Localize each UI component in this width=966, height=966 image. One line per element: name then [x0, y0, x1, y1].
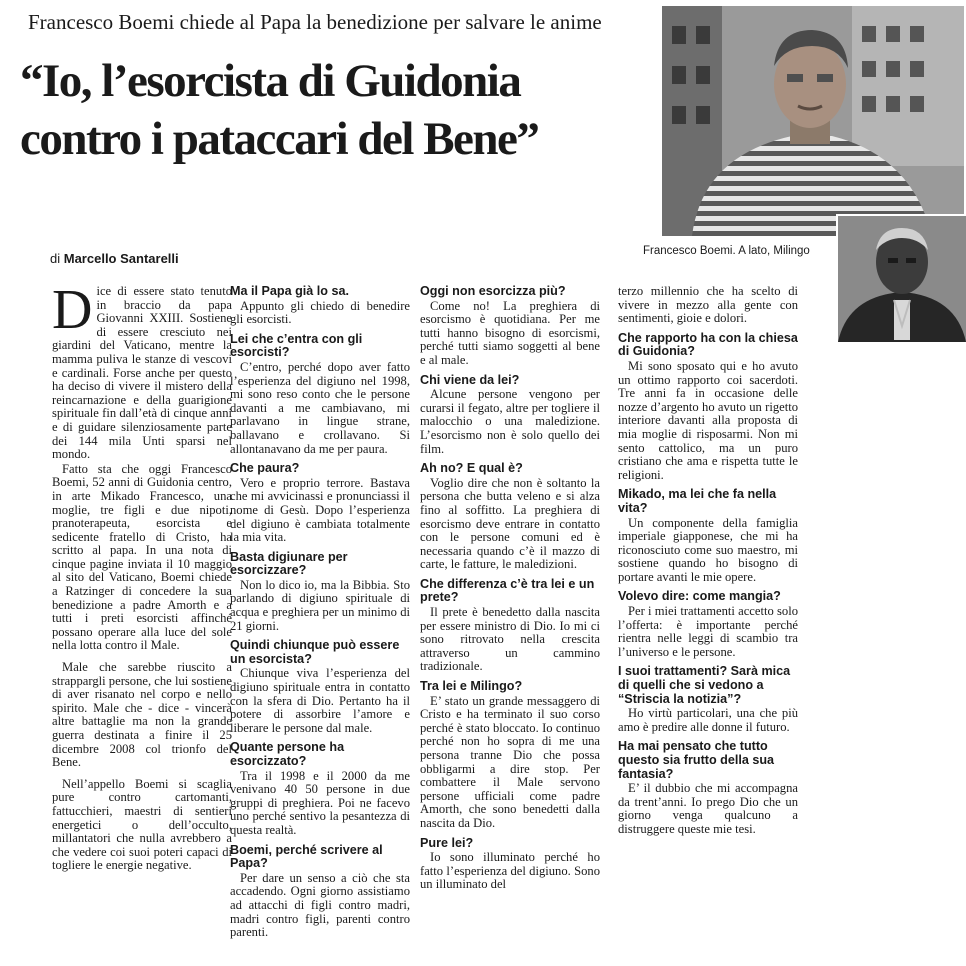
question: Pure lei?: [420, 835, 474, 850]
drop-cap: D: [52, 285, 93, 341]
byline-author: Marcello Santarelli: [63, 251, 179, 266]
photo-caption: Francesco Boemi. A lato, Milingo: [643, 245, 810, 257]
headline-line-2: contro i pataccari del Bene”: [20, 113, 539, 165]
article-column-1: [52, 285, 232, 960]
paragraph: Male che sarebbe riuscito a strappargli persone, che lui sostiene di aver risanato nel corpo e nello spirito. Male che - dice - vincerà altre battaglie ma non la grande guerra destinata a finire il 25 dicembre 2008 col trionfo del Bene.: [52, 660, 232, 770]
answer: Per i miei trattamenti accetto solo l’offerta: è importante perché rientra nelle leggi di scambio tra l’universo e le persone.: [618, 604, 798, 659]
answer: Ho virtù particolari, una che più amo è predire alle donne il futuro.: [618, 706, 798, 734]
byline-prefix: di: [50, 251, 61, 266]
question: Quindi chiunque può essere un esorcista?: [230, 638, 400, 666]
question: Mikado, ma lei che fa nella vita?: [618, 487, 777, 515]
question: I suoi trattamenti? Sarà mica di quelli che si vedono a “Striscia la notizia”?: [618, 664, 791, 706]
question: Basta digiunare per esorcizzare?: [230, 549, 348, 578]
answer: Per dare un senso a ciò che sta accadendo. Ogni giorno assistiamo ad attacchi di figli contro madri, madri contro figli, parenti contro parenti.: [230, 870, 410, 940]
photo-francesco-boemi: [662, 6, 964, 236]
answer: Come no! La preghiera di esorcismo è quotidiana. Per me tutti hanno bisogno di esorcismi, perché tutti siamo soggetti al bene e al male.: [420, 298, 600, 367]
answer: Alcune persone vengono per curarsi il fegato, altre per togliere il malocchio o una maledizione. L’esorcismo non è solo quello dei film.: [420, 387, 600, 456]
paragraph: Nell’appello Boemi si scaglia pure contro cartomanti, fattucchieri, maestri di sentieri energetici o dell’occulto, millantatori che nulla avrebbero a che vedere coi suoi poteri capaci di togliere le energie negative.: [52, 776, 232, 873]
question: Oggi non esorcizza più?: [420, 285, 566, 298]
article-column-3: [420, 285, 600, 960]
question: Che paura?: [230, 461, 300, 476]
question: Quante persone ha esorcizzato?: [230, 740, 345, 768]
headline-line-1: “Io, l’esorcista di Guidonia: [20, 55, 521, 107]
answer: Un componente della famiglia imperiale giapponese, che mi ha riconosciuto come suo maestro, mi sostiene quando ho bisogno di portare avanti le mie opere.: [618, 515, 798, 584]
answer: E’ stato un grande messaggero di Cristo e ha terminato il suo corso perché è stato bloccato. Io continuo perché non ho sopra di me una persona tranne Dio che possa obbligarmi a dire stop. Per combattere il Male servono persone ufficiali come padre Amorth, che sono benedetti dalla nascita da Dio.: [420, 693, 600, 830]
question: Volevo dire: come mangia?: [618, 589, 781, 604]
answer: Tra il 1998 e il 2000 da me venivano 40 50 persone in due gruppi di preghiera. Poi ne facevo uno perché sentivo la pesantezza di questa realtà.: [230, 768, 410, 837]
question: Ah no? E qual è?: [420, 461, 523, 476]
question: Tra lei e Milingo?: [420, 679, 523, 694]
question: Lei che c’entra con gli esorcisti?: [230, 331, 363, 360]
question: Ma il Papa già lo sa.: [230, 285, 349, 298]
answer: Chiunque viva l’esperienza del digiuno spirituale entra in contatto con la sfera di Dio. Pertanto ha il potere di assorbire l’amore e liberare le persone dal male.: [230, 666, 410, 735]
answer: Voglio dire che non è soltanto la persona che butta veleno e si alza fino al soffitto. La preghiera di esorcismo deve entrare in contatto con le persone comuni ed è necessaria quando c’è il mazzo di carte, le fatture, le maledizioni.: [420, 475, 600, 572]
headline: [20, 52, 680, 168]
paragraph: Fatto sta che oggi Francesco Boemi, 52 anni di Guidonia centro, in arte Mikado Francesco, una moglie, tre figli e due nipoti, pranoterapeuta, esorcista e sedicente fratello di Cristo, ha scritto al papa. In una nota di cinque pagine inviata il 10 maggio al sito del Vaticano, Boemi chiede a Ratzinger di concedere la sua benedizione a padre Amorth e a tutti i preti esorcisti affinché possano operare alla luce del sole nella lotta contro il Male.: [52, 461, 232, 653]
question: Che rapporto ha con la chiesa di Guidonia?: [618, 330, 798, 359]
answer: E’ il dubbio che mi accompagna da trent’anni. Io prego Dio che un giorno venga qualcuno a distruggere queste mie tesi.: [618, 781, 798, 836]
question: Chi viene da lei?: [420, 372, 520, 387]
answer: Non lo dico io, ma la Bibbia. Sto parlando di digiuno spirituale di acqua e preghiera per un minimo di 21 giorni.: [230, 577, 410, 633]
byline: [50, 251, 179, 266]
article-column-2: [230, 285, 410, 960]
answer: Appunto gli chiedo di benedire gli esorcisti.: [230, 298, 410, 327]
paragraph-text: ice di essere stato tenuto in braccio da papa Giovanni XXIII. Sostiene di essere cresciuto nei giardini del Vaticano, mentre la mamma puliva le stanze di vescovi e cardinali. Forse anche per questo ha deciso di vivere il mistero della reincarnazione e della guarigione spirituale fin dall’età di cinque anni e di guidare silenziosamente parte dei 144 mila Unti sparsi nel mondo.: [52, 285, 232, 462]
answer: C’entro, perché dopo aver fatto l’esperienza del digiuno nel 1998, mi sono reso conto che le persone davanti a me cambiavano, mi parlavano in lingue strane, ballavano e crollavano. Si allontanavano da me per paura.: [230, 359, 410, 456]
question: Che differenza c’è tra lei e un prete?: [420, 576, 595, 605]
article-column-4: [618, 285, 798, 960]
paragraph: [52, 285, 232, 462]
question: Ha mai pensato che tutto questo sia frutto della sua fantasia?: [618, 739, 775, 781]
answer: Vero e proprio terrore. Bastava che mi avvicinassi e pronunciassi il nome di Gesù. Dopo l’esperienza del digiuno è cambiata totalmente la mia vita.: [230, 475, 410, 545]
kicker: Francesco Boemi chiede al Papa la benedizione per salvare le anime: [28, 10, 602, 34]
question: Boemi, perché scrivere al Papa?: [230, 842, 383, 871]
answer: Il prete è benedetto dalla nascita per essere ministro di Dio. Io mi ci sono ritrovato nella crescita attraverso un cammino tradizionale.: [420, 605, 600, 674]
photo-milingo: [836, 214, 966, 344]
answer: Io sono illuminato perché ho fatto l’esperienza del digiuno. Sono un illuminato del: [420, 850, 600, 892]
paragraph: terzo millennio che ha scelto di vivere in mezzo alla gente con sentimenti, gioie e dolori.: [618, 285, 798, 326]
answer: Mi sono sposato qui e ho avuto un ottimo rapporto coi sacerdoti. Tre anni fa in occasione delle nozze d’argento ho avuto un rigetto interiore davanti alla proposta di mia moglie di risposarmi. Non mi sento cattolico, ma un puro cristiano che ama e rispetta tutte le religioni.: [618, 358, 798, 482]
